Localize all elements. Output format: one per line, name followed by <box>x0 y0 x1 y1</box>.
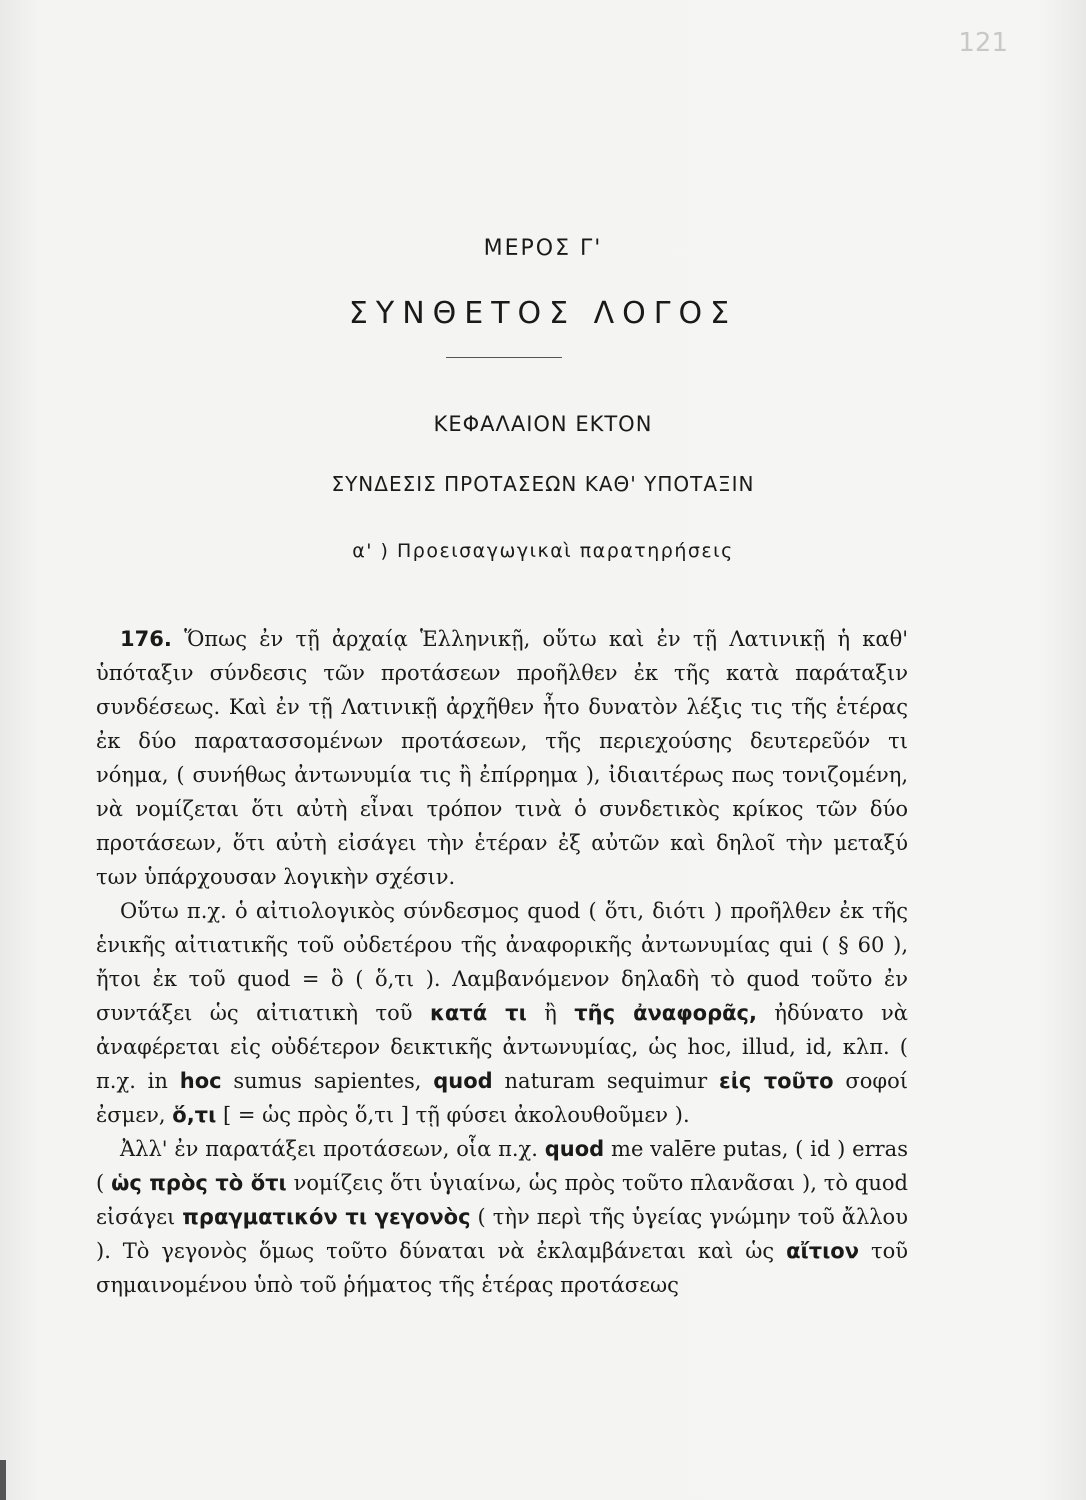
bold-phrase: quod <box>433 1069 493 1093</box>
body-text <box>96 622 908 1302</box>
subsection-title: α' ) Προεισαγωγικαὶ παρατηρήσεις <box>352 540 734 562</box>
paragraph-number: 176. <box>120 627 172 651</box>
text-run: naturam sequimur <box>504 1069 708 1093</box>
page-edge-shadow <box>0 1460 6 1500</box>
book-title: ΣΥΝΘΕΤΟΣ ΛΟΓΟΣ <box>348 296 738 331</box>
bold-phrase: τῆς ἀναφορᾶς, <box>574 1001 757 1025</box>
bold-phrase: αἴτιον <box>786 1239 860 1263</box>
bold-phrase: πραγματικόν τι γεγονὸς <box>182 1205 471 1229</box>
title-divider <box>446 357 562 358</box>
page-number: 121 <box>958 28 1008 58</box>
chapter-title: ΚΕΦΑΛΑΙΟΝ ΕΚΤΟΝ <box>433 412 653 436</box>
text-run: νομίζεις ὅτι ὑγιαίνω, ὡς πρὸς τοῦτο πλανᾶσαι ), τὸ quod εἰσάγει <box>96 1171 908 1229</box>
bold-phrase: κατά τι <box>429 1001 527 1025</box>
paragraph-parataxis <box>96 1132 908 1302</box>
text-run: τοῦ σημαινομένου ὑπὸ τοῦ ῥήματος τῆς ἑτέρας προτάσεως <box>96 1239 908 1297</box>
bold-phrase: quod <box>544 1137 605 1161</box>
bold-phrase: hoc <box>179 1069 222 1093</box>
text-run: [ = ὡς πρὸς ὅ,τι ] τῇ φύσει ἀκολουθοῦμεν ). <box>222 1103 690 1127</box>
section-title: ΣΥΝΔΕΣΙΣ ΠΡΟΤΑΣΕΩΝ ΚΑΘ' ΥΠΟΤΑΞΙΝ <box>331 472 755 496</box>
text-run: Οὕτω π.χ. ὁ αἰτιολογικὸς σύνδεσμος quod ( ὅτι, διότι ) προῆλθεν ἐκ τῆς ἑνικῆς αἰτιατικῆς τοῦ οὐδετέρου τῆς ἀναφορικῆς ἀντωνυμίας qui ( § 60 ), ἤτοι ἐκ τοῦ quod = ὃ ( ὅ,τι ). Λαμβανόμενον δηλαδὴ τὸ quod τοῦτο ἐν συντάξει ὡς αἰτιατικὴ τοῦ <box>96 899 908 1025</box>
text-run: ἠδύνατο νὰ ἀναφέρεται εἰς οὐδέτερον δεικτικῆς ἀντωνυμίας, ὡς hoc, illud, id, κλπ. ( π.χ. in <box>96 1001 908 1093</box>
paragraph-text: Ὅπως ἐν τῇ ἀρχαίᾳ Ἑλληνικῇ, οὕτω καὶ ἐν τῇ Λατινικῇ ἡ καθ' ὑπόταξιν σύνδεσις τῶν προτάσεων προῆλθεν ἐκ τῆς κατὰ παράταξιν συνδέσεως. Καὶ ἐν τῇ Λατινικῇ ἀρχῆθεν ἦτο δυνατὸν λέξις τις τῆς ἑτέρας ἐκ δύο παρατασσομένων προτάσεων, τῆς περιεχούσης δευτερεῦόν τι νόημα, ( συνήθως ἀντωνυμία τις ἢ ἐπίρρημα ), ἰδιαιτέρως πως τονιζομένη, νὰ νομίζεται ὅτι αὐτὴ εἶναι τρόπον τινὰ ὁ συνδετικὸς κρίκος τῶν δύο προτάσεων, ὅτι αὐτὴ εἰσάγει τὴν ἑτέραν ἐξ αὐτῶν καὶ δηλοῖ τὴν μεταξύ των ὑπάρχουσαν λογικὴν σχέσιν. <box>96 627 908 889</box>
text-run: ἢ <box>544 1001 557 1025</box>
bold-phrase: ὡς πρὸς τὸ ὅτι <box>111 1171 287 1195</box>
bold-phrase: ὅ,τι <box>172 1103 217 1127</box>
paragraph-quod-example <box>96 894 908 1132</box>
text-run: me valēre putas, ( id ) erras ( <box>96 1137 908 1195</box>
text-run: ( τὴν περὶ τῆς ὑγείας γνώμην τοῦ ἄλλου ). Τὸ γεγονὸς ὅμως τοῦτο δύναται νὰ ἐκλαμβάνεται καὶ ὡς <box>96 1205 908 1263</box>
paragraph-176 <box>96 622 908 894</box>
bold-phrase: εἰς τοῦτο <box>719 1069 834 1093</box>
text-run: Ἀλλ' ἐν παρατάξει προτάσεων, οἷα π.χ. <box>120 1137 538 1161</box>
text-run: sumus sapientes, <box>233 1069 422 1093</box>
text-run: σοφοί ἐσμεν, <box>96 1069 908 1127</box>
part-title: ΜΕΡΟΣ Γ' <box>483 236 603 261</box>
